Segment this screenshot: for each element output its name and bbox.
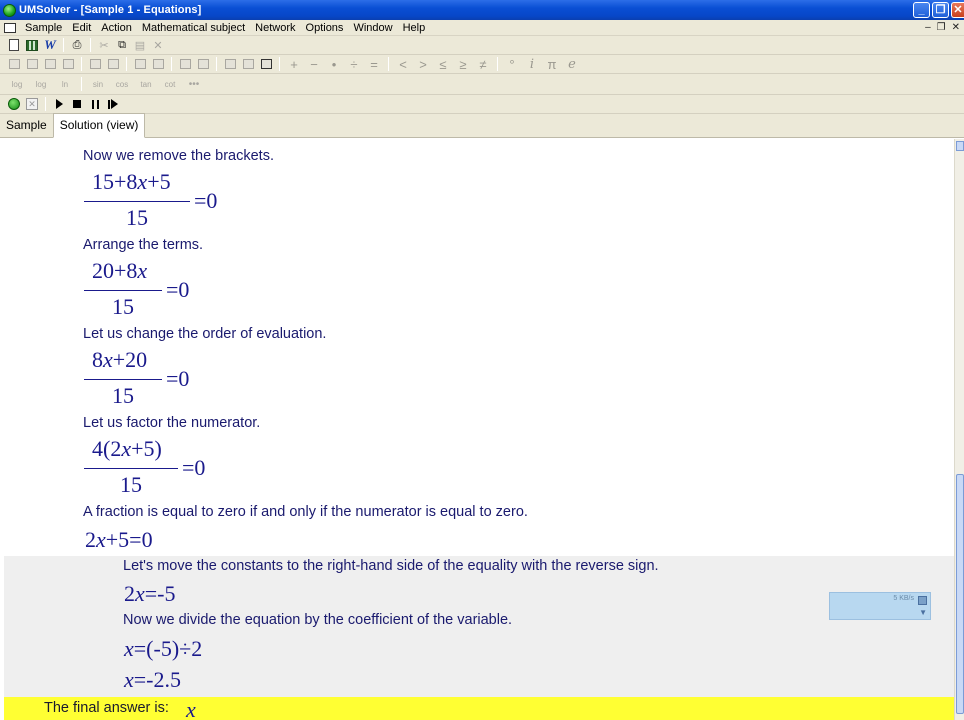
denominator: 15 [112,383,134,408]
step-text: Let us factor the numerator. [83,415,261,431]
separator [497,57,498,71]
structure-button-10[interactable] [195,56,211,72]
copy-icon: ⧉ [118,38,126,51]
standard-toolbar [0,36,964,55]
separator [126,57,127,71]
mdi-restore-icon[interactable]: ❐ [936,22,946,33]
green-circle-icon [8,98,20,110]
structure-button-12[interactable] [240,56,256,72]
math-structure-toolbar [0,55,964,74]
word-icon: W [44,37,56,52]
box-icon [135,59,146,69]
separator [81,77,82,91]
not-equal-button[interactable]: ≠ [479,56,487,72]
play-button[interactable] [51,96,67,112]
document-icon [4,23,16,33]
box-icon [90,59,101,69]
paste-icon: ▤ [134,39,146,52]
more-functions-button[interactable]: ••• [188,78,200,90]
solution-view [0,139,954,720]
numerator: 15+8x+5 [92,169,171,194]
separator [279,57,280,71]
equals-zero: =0 [194,188,218,213]
step-text: Now we remove the brackets. [83,148,274,164]
scroll-thumb[interactable] [956,474,964,714]
menu-mathematical-subject[interactable]: Mathematical subject [141,21,246,34]
equals-zero: =0 [166,277,190,302]
denominator: 15 [120,472,142,497]
menu-network[interactable]: Network [255,21,296,34]
structure-button-8[interactable] [150,56,166,72]
menu-bar [0,20,964,36]
degree-button[interactable]: ° [509,56,515,72]
run-toolbar [0,95,964,114]
menu-options[interactable]: Options [305,21,344,34]
greater-than-button[interactable]: > [419,56,427,72]
equation: x=(-5)÷2 [124,636,203,661]
structure-button-2[interactable] [24,56,40,72]
numerator: 4(2x+5) [92,436,162,461]
menu-edit[interactable]: Edit [72,21,92,34]
print-preview-button[interactable] [69,37,85,53]
pi-button[interactable]: π [547,56,557,72]
network-rate: 5 KB/s [893,595,914,602]
stop-button[interactable] [69,96,85,112]
box-icon [180,59,191,69]
title-bar [0,0,964,20]
cancel-run-button[interactable] [24,96,40,112]
divide-button[interactable]: ÷ [350,56,358,72]
greater-equal-button[interactable]: ≥ [459,56,467,72]
log-button[interactable]: log [35,79,47,89]
equation-result: x=-2.5 [124,667,181,692]
fraction-bar [84,468,178,469]
structure-button-11[interactable] [222,56,238,72]
structure-button-9[interactable] [177,56,193,72]
box-icon [225,59,236,69]
structure-button-5[interactable] [87,56,103,72]
copy-button[interactable] [114,37,130,53]
box-icon [63,59,74,69]
box-icon [9,59,20,69]
plus-button[interactable]: + [290,56,298,72]
print-preview-icon: ⎙ [72,38,82,51]
separator [216,57,217,71]
separator [45,97,46,111]
structure-button-7[interactable] [132,56,148,72]
step-text: A fraction is equal to zero if and only if the numerator is equal to zero. [83,504,528,520]
window-title: UMSolver - [Sample 1 - Equations] [19,4,202,16]
separator [81,57,82,71]
step-forward-button[interactable] [105,96,121,112]
matrix-icon [261,59,272,69]
numerator: 8x+20 [92,347,148,372]
menu-help[interactable]: Help [402,21,426,34]
step-text: Arrange the terms. [83,237,204,253]
box-icon [108,59,119,69]
pause-button[interactable] [87,96,103,112]
new-document-button[interactable] [6,37,22,53]
new-document-icon [9,39,19,51]
step-text: Let us change the order of evaluation. [83,326,327,342]
mdi-controls [925,22,960,33]
fraction-bar [84,201,190,202]
word-export-button[interactable] [42,37,58,53]
substep-text: Now we divide the equation by the coefficient of the variable. [123,612,513,628]
cut-button[interactable] [96,37,112,53]
less-equal-button[interactable]: ≤ [439,56,447,72]
minimize-button[interactable]: _ [913,2,930,18]
log-base-button[interactable]: log [11,79,23,89]
substep-text: Let's move the constants to the right-hand side of the equality with the reverse sign. [123,558,659,574]
box-icon [153,59,164,69]
equation: 2x+5=0 [85,527,153,552]
denominator: 15 [126,205,148,230]
delete-button[interactable] [150,37,166,53]
chevron-down-icon[interactable]: ▼ [919,608,927,617]
step-forward-icon [108,99,118,109]
grid-icon [26,40,38,51]
fraction-bar [84,290,162,291]
tab-sample[interactable]: Sample [6,118,47,132]
vertical-scrollbar[interactable] [954,139,964,720]
paste-button[interactable] [132,37,148,53]
menu-sample[interactable]: Sample [25,21,63,34]
less-than-button[interactable]: < [399,56,407,72]
separator [63,38,64,52]
window-controls [913,2,964,18]
ln-button[interactable]: ln [61,79,69,89]
play-icon [56,99,63,109]
cos-button[interactable]: cos [115,79,129,89]
pause-icon [92,100,99,109]
structure-button-6[interactable] [105,56,121,72]
equation: 2x=-5 [124,581,176,606]
structure-button-1[interactable] [6,56,22,72]
close-button[interactable]: ✕ [951,2,964,18]
app-icon [3,4,16,17]
fraction-bar [84,379,162,380]
final-answer-variable: x [186,697,196,720]
structure-button-4[interactable] [60,56,76,72]
imaginary-unit-button[interactable]: i [529,56,535,72]
functions-toolbar [0,74,964,95]
maximize-button[interactable]: ❐ [932,2,949,18]
separator [171,57,172,71]
multiply-button[interactable]: • [331,56,337,72]
network-speed-widget[interactable] [829,592,931,620]
sin-button[interactable]: sin [92,79,104,89]
numerator: 20+8x [92,258,148,283]
menu-window[interactable]: Window [353,21,393,34]
menu-action[interactable]: Action [101,21,132,34]
box-icon [243,59,254,69]
separator [90,38,91,52]
box-icon [27,59,38,69]
cot-button[interactable]: cot [164,79,176,89]
equals-zero: =0 [166,366,190,391]
final-answer-label: The final answer is: [44,700,169,716]
document-tabs [0,114,964,138]
minus-button[interactable]: − [310,56,318,72]
equals-button[interactable]: = [370,56,378,72]
spreadsheet-button[interactable] [24,37,40,53]
run-green-button[interactable] [6,96,22,112]
close-icon: ✕ [26,98,38,110]
euler-e-button[interactable]: e [568,56,576,72]
tan-button[interactable]: tan [140,79,152,89]
stop-icon [73,100,81,108]
scissors-icon: ✂ [99,39,109,52]
denominator: 15 [112,294,134,319]
scroll-up-button[interactable] [956,141,964,151]
tab-solution-view[interactable]: Solution (view) [53,113,146,138]
mdi-minimize-icon[interactable]: – [925,22,931,33]
matrix-button[interactable] [258,56,274,72]
delete-icon: ✕ [153,39,163,52]
box-icon [45,59,56,69]
box-icon [198,59,209,69]
structure-button-3[interactable] [42,56,58,72]
mdi-close-icon[interactable]: ✕ [951,22,960,33]
network-icon [918,596,927,605]
equals-zero: =0 [182,455,206,480]
separator [388,57,389,71]
